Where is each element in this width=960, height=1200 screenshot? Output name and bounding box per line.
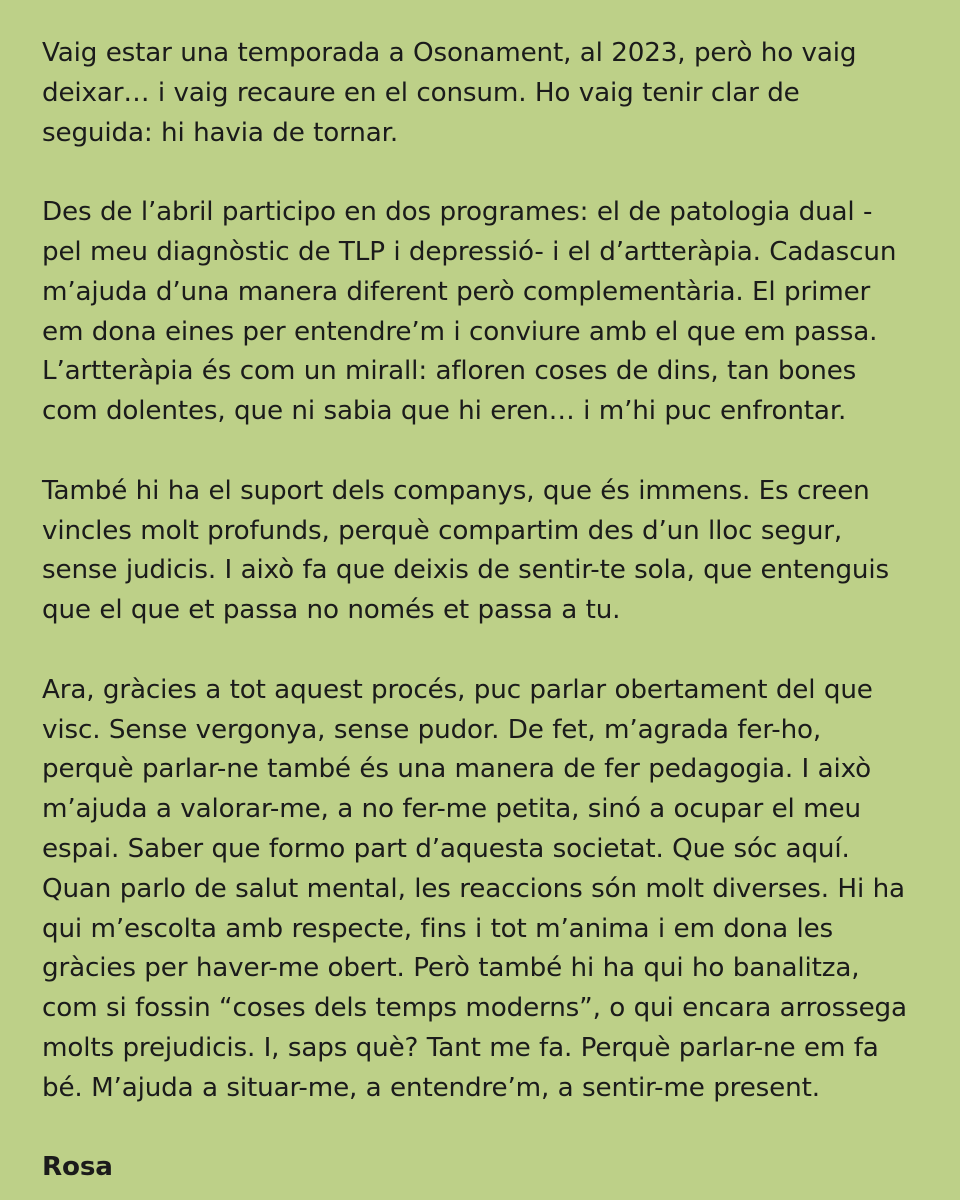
text-line: visc. Sense vergonya, sense pudor. De fet, m’agrada fer-ho, — [42, 714, 822, 745]
paragraph-openness — [42, 671, 940, 1109]
text-line: com si fossin “coses dels temps moderns”, o qui encara arrossega — [42, 993, 907, 1024]
text-line: qui m’escolta amb respecte, fins i tot m’anima i em dona les — [42, 913, 834, 944]
testimony-text — [42, 34, 940, 1188]
text-line: que el que et passa no només et passa a tu. — [42, 595, 621, 626]
text-line: Vaig estar una temporada a Osonament, al 2023, però ho vaig — [42, 38, 857, 68]
paragraph-support — [42, 472, 940, 631]
text-line: També hi ha el suport dels companys, que és immens. Es creen — [42, 475, 870, 506]
text-line: sense judicis. I això fa que deixis de sentir-te sola, que entenguis — [42, 555, 889, 586]
text-line: Quan parlo de salut mental, les reaccions són molt diverses. Hi ha — [42, 873, 905, 904]
text-line: pel meu diagnòstic de TLP i depressió- i el d’artteràpia. Cadascun — [42, 236, 897, 267]
text-line: em dona eines per entendre’m i conviure amb el que em passa. — [42, 316, 878, 347]
text-line: molts prejudicis. I, saps què? Tant me fa. Perquè parlar-ne em fa — [42, 1032, 879, 1063]
paragraph-return — [42, 34, 940, 153]
author-signature: Rosa — [42, 1152, 113, 1183]
text-line: Des de l’abril participo en dos programes: el de patologia dual - — [42, 197, 873, 228]
text-line: com dolentes, que ni sabia que hi eren… i m’hi puc enfrontar. — [42, 396, 847, 427]
text-line: Ara, gràcies a tot aquest procés, puc parlar obertament del que — [42, 674, 873, 705]
text-line: m’ajuda a valorar-me, a no fer-me petita, sinó a ocupar el meu — [42, 794, 861, 825]
text-line: L’artteràpia és com un mirall: afloren coses de dins, tan bones — [42, 356, 857, 387]
text-line: bé. M’ajuda a situar-me, a entendre’m, a sentir-me present. — [42, 1072, 820, 1103]
text-line: vincles molt profunds, perquè compartim des d’un lloc segur, — [42, 515, 843, 546]
text-line: seguida: hi havia de tornar. — [42, 117, 399, 148]
text-line: espai. Saber que formo part d’aquesta societat. Que sóc aquí. — [42, 833, 850, 864]
text-line: m’ajuda d’una manera diferent però complementària. El primer — [42, 276, 871, 307]
paragraph-programs — [42, 193, 940, 432]
text-line: deixar… i vaig recaure en el consum. Ho vaig tenir clar de — [42, 77, 800, 108]
text-line: perquè parlar-ne també és una manera de fer pedagogia. I això — [42, 754, 872, 785]
text-line: gràcies per haver-me obert. Però també hi ha qui ho banalitza, — [42, 953, 860, 984]
